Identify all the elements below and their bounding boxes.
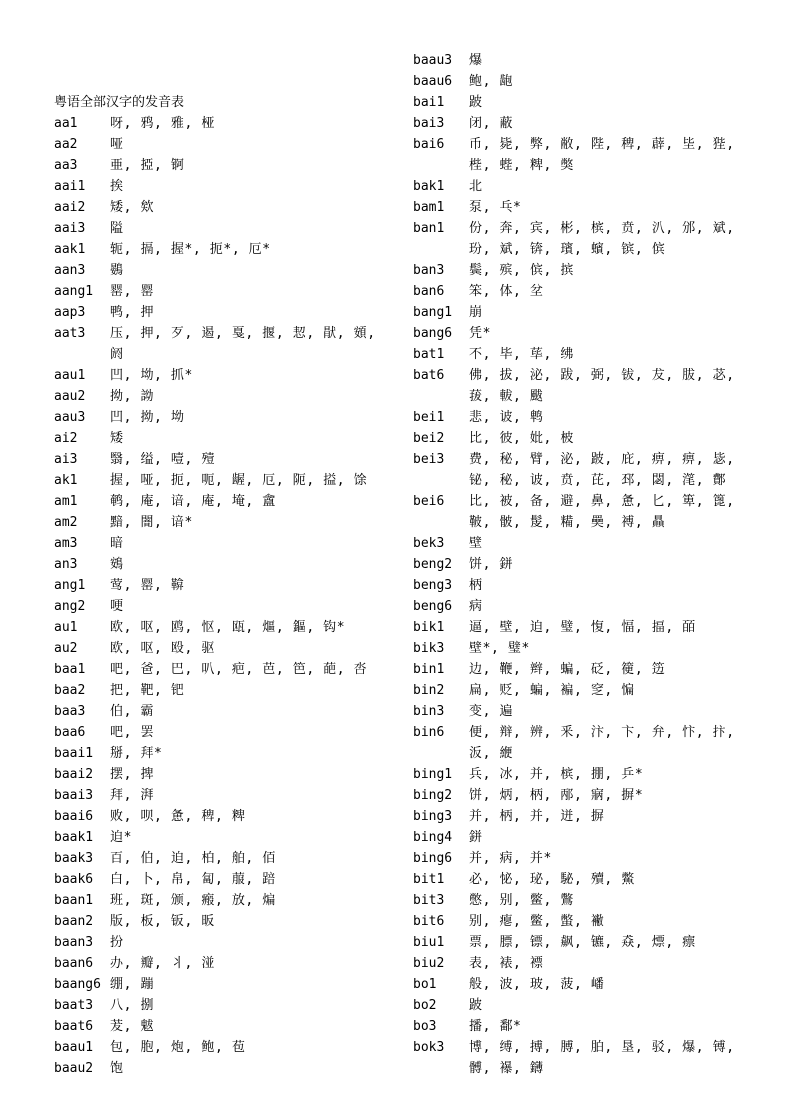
pronunciation-code: baai3 xyxy=(54,788,94,803)
pronunciation-code: aa1 xyxy=(54,116,78,131)
entry-row xyxy=(54,806,394,827)
character-list: 崩 xyxy=(469,305,483,320)
character-list: 八, 捌 xyxy=(110,998,155,1013)
character-list: 罂, 罂 xyxy=(110,284,155,299)
pronunciation-code: aa2 xyxy=(54,137,78,152)
pronunciation-code: baa1 xyxy=(54,662,86,677)
page-title: 粤语全部汉字的发音表 xyxy=(54,95,185,110)
entry-row xyxy=(413,575,753,596)
entry-row xyxy=(54,932,394,953)
pronunciation-code: baa2 xyxy=(54,683,86,698)
character-list: 握, 哑, 扼, 呃, 龌, 厄, 阨, 搤, 馀 xyxy=(110,473,368,488)
character-list: 逼, 壁, 迫, 璧, 愎, 愊, 揊, 皕 xyxy=(469,620,696,635)
character-list: 亜, 掗, 锕 xyxy=(110,158,185,173)
entry-row xyxy=(413,848,753,869)
entry-row xyxy=(54,785,394,806)
entry-row xyxy=(54,575,394,596)
pronunciation-code: am1 xyxy=(54,494,78,509)
pronunciation-code: ban6 xyxy=(413,284,445,299)
entry-row xyxy=(54,869,394,890)
entry-row xyxy=(413,533,753,554)
pronunciation-code: baai6 xyxy=(54,809,94,824)
pronunciation-code: am3 xyxy=(54,536,78,551)
character-list: 票, 膘, 镖, 飙, 镳, 猋, 熛, 瘭 xyxy=(469,935,696,950)
pronunciation-code: bik1 xyxy=(413,620,445,635)
pronunciation-code: bai6 xyxy=(413,137,445,152)
pronunciation-code: bin1 xyxy=(413,662,445,677)
pronunciation-code: ang1 xyxy=(54,578,86,593)
character-list: 币, 毙, 弊, 敝, 陛, 稗, 薜, 坒, 狴, 梐, 蜌, 粺, 獘 xyxy=(469,137,735,173)
character-list: 鸭, 押 xyxy=(110,305,155,320)
character-list: 白, 卜, 帛, 匐, 菔, 踣 xyxy=(110,872,276,887)
pronunciation-code: baai2 xyxy=(54,767,94,782)
character-list: 凹, 坳, 抓* xyxy=(110,368,193,383)
entry-row xyxy=(413,932,753,953)
entry-row xyxy=(54,827,394,848)
pronunciation-code: aai1 xyxy=(54,179,86,194)
entry-row xyxy=(413,701,753,722)
pronunciation-code: baai1 xyxy=(54,746,94,761)
pronunciation-code: bing4 xyxy=(413,830,453,845)
pronunciation-code: bat1 xyxy=(413,347,445,362)
pronunciation-code: bai3 xyxy=(413,116,445,131)
character-list: 饱 xyxy=(110,1061,124,1076)
character-list: 拗, 詏 xyxy=(110,389,155,404)
pronunciation-code: biu2 xyxy=(413,956,445,971)
character-list: 把, 靶, 钯 xyxy=(110,683,185,698)
character-list: 不, 毕, 荜, 绋 xyxy=(469,347,574,362)
pronunciation-code: aat3 xyxy=(54,326,86,341)
character-list: 博, 缚, 搏, 膊, 胉, 垦, 驳, 爆, 镈, 髆, 襮, 鑮 xyxy=(469,1040,735,1076)
pronunciation-code: bat6 xyxy=(413,368,445,383)
entry-row xyxy=(413,323,753,344)
character-list: 压, 押, 歹, 遏, 戛, 揠, 恝, 猒, 頞, 阏 xyxy=(110,326,376,362)
entry-row xyxy=(413,218,753,260)
character-list: 表, 裱, 褾 xyxy=(469,956,544,971)
entry-row xyxy=(54,428,394,449)
pronunciation-code: beng2 xyxy=(413,557,453,572)
entry-row xyxy=(413,953,753,974)
entry-row xyxy=(413,281,753,302)
pronunciation-code: beng3 xyxy=(413,578,453,593)
character-list: 迫* xyxy=(110,830,133,845)
character-list: 暗 xyxy=(110,536,124,551)
pronunciation-code: bei3 xyxy=(413,452,445,467)
character-list: 鴳 xyxy=(110,557,124,572)
entry-row xyxy=(54,533,394,554)
entry-row xyxy=(413,71,753,92)
character-list: 茇, 魃 xyxy=(110,1019,155,1034)
pronunciation-code: bok3 xyxy=(413,1040,445,1055)
character-list: 扁, 贬, 蝙, 褊, 窆, 惼 xyxy=(469,683,635,698)
entry-row xyxy=(54,281,394,302)
pronunciation-code: bing6 xyxy=(413,851,453,866)
entry-row xyxy=(54,995,394,1016)
pronunciation-code: aau2 xyxy=(54,389,86,404)
character-list: 吧, 罢 xyxy=(110,725,155,740)
entry-row xyxy=(54,911,394,932)
pronunciation-code: baan2 xyxy=(54,914,94,929)
pronunciation-code: aai2 xyxy=(54,200,86,215)
pronunciation-code: bit1 xyxy=(413,872,445,887)
entry-row xyxy=(54,113,394,134)
entry-row xyxy=(54,1037,394,1058)
pronunciation-code: bai1 xyxy=(413,95,445,110)
character-list: 鉼 xyxy=(469,830,483,845)
entry-row xyxy=(54,764,394,785)
character-list: 掰, 拜* xyxy=(110,746,163,761)
entry-row xyxy=(413,176,753,197)
character-list: 闭, 蔽 xyxy=(469,116,514,131)
character-list: 壁 xyxy=(469,536,483,551)
pronunciation-code: baau6 xyxy=(413,74,453,89)
entry-row xyxy=(413,869,753,890)
character-list: 版, 板, 钣, 昄 xyxy=(110,914,215,929)
entry-row xyxy=(413,617,753,638)
pronunciation-code: baak6 xyxy=(54,872,94,887)
pronunciation-code: baan3 xyxy=(54,935,94,950)
entry-row xyxy=(54,302,394,323)
pronunciation-code: bing3 xyxy=(413,809,453,824)
character-list: 泵, 乓* xyxy=(469,200,522,215)
entry-row xyxy=(413,995,753,1016)
entry-row xyxy=(54,554,394,575)
character-list: 柄 xyxy=(469,578,483,593)
pronunciation-code: ak1 xyxy=(54,473,78,488)
pronunciation-code: aa3 xyxy=(54,158,78,173)
entry-row xyxy=(54,1058,394,1079)
entry-row xyxy=(413,596,753,617)
character-list: 并, 病, 并* xyxy=(469,851,552,866)
pronunciation-code: bak1 xyxy=(413,179,445,194)
entry-row xyxy=(54,638,394,659)
character-list: 矮, 欸 xyxy=(110,200,155,215)
entry-row xyxy=(54,386,394,407)
pronunciation-code: bing1 xyxy=(413,767,453,782)
pronunciation-code: baak1 xyxy=(54,830,94,845)
character-list: 挨 xyxy=(110,179,124,194)
pronunciation-code: bang6 xyxy=(413,326,453,341)
character-list: 莺, 罂, 鞥 xyxy=(110,578,185,593)
pronunciation-code: bit3 xyxy=(413,893,445,908)
entry-row xyxy=(54,155,394,176)
pronunciation-code: baa3 xyxy=(54,704,86,719)
entry-row xyxy=(413,302,753,323)
pronunciation-code: bek3 xyxy=(413,536,445,551)
entry-row xyxy=(413,344,753,365)
pronunciation-code: ai3 xyxy=(54,452,78,467)
pronunciation-code: ang2 xyxy=(54,599,86,614)
entry-row xyxy=(54,974,394,995)
entry-row xyxy=(54,1016,394,1037)
entry-row xyxy=(413,785,753,806)
character-list: 别, 瘪, 鳖, 蟞, 襒 xyxy=(469,914,605,929)
pronunciation-code: au1 xyxy=(54,620,78,635)
pronunciation-code: baan6 xyxy=(54,956,94,971)
character-list: 佛, 拔, 泌, 跋, 弼, 钹, 犮, 胈, 苾, 菝, 軷, 颰 xyxy=(469,368,735,404)
entry-row xyxy=(413,827,753,848)
entry-row xyxy=(413,491,753,533)
entry-row xyxy=(413,1016,753,1037)
entry-row xyxy=(413,365,753,407)
character-list: 欧, 呕, 鸥, 怄, 瓯, 熰, 鏂, 钩* xyxy=(110,620,346,635)
character-list: 边, 鞭, 辫, 蝙, 砭, 箯, 笾 xyxy=(469,662,666,677)
entry-row xyxy=(54,197,394,218)
pronunciation-code: baa6 xyxy=(54,725,86,740)
pronunciation-code: baau2 xyxy=(54,1061,94,1076)
character-list: 费, 秘, 臂, 泌, 跛, 庇, 痹, 痹, 毖, 铋, 秘, 诐, 贲, 芘, 邳, 閟, 滗, 鄪 xyxy=(469,452,735,488)
character-list: 兵, 冰, 并, 槟, 掤, 乒* xyxy=(469,767,644,782)
character-list: 败, 呗, 惫, 稗, 粺 xyxy=(110,809,246,824)
pronunciation-code: bin3 xyxy=(413,704,445,719)
character-list: 班, 斑, 颁, 瘢, 放, 煸 xyxy=(110,893,276,908)
character-list: 黯, 闇, 谙* xyxy=(110,515,193,530)
entry-row xyxy=(413,449,753,491)
entry-row xyxy=(54,239,394,260)
entry-row xyxy=(54,176,394,197)
entry-row xyxy=(413,134,753,176)
character-list: 爆 xyxy=(469,53,483,68)
entry-row xyxy=(413,806,753,827)
pronunciation-code: bang1 xyxy=(413,305,453,320)
entry-row xyxy=(413,638,753,659)
entry-row xyxy=(413,407,753,428)
left-column xyxy=(54,0,394,1079)
character-list: 凭* xyxy=(469,326,492,341)
entry-row xyxy=(413,890,753,911)
character-list: 哽 xyxy=(110,599,124,614)
entry-row xyxy=(413,260,753,281)
character-list: 凹, 拗, 坳 xyxy=(110,410,185,425)
character-list: 伯, 霸 xyxy=(110,704,155,719)
entry-row xyxy=(54,407,394,428)
pronunciation-code: ai2 xyxy=(54,431,78,446)
entry-row xyxy=(413,197,753,218)
entry-row xyxy=(413,974,753,995)
pronunciation-code: baat3 xyxy=(54,998,94,1013)
pronunciation-code: beng6 xyxy=(413,599,453,614)
character-list: 隘 xyxy=(110,221,124,236)
character-list: 笨, 体, 坌 xyxy=(469,284,544,299)
pronunciation-code: bit6 xyxy=(413,914,445,929)
pronunciation-code: ban3 xyxy=(413,263,445,278)
entry-row xyxy=(54,470,394,491)
entry-row xyxy=(413,113,753,134)
entry-row xyxy=(413,50,753,71)
character-list: 矮 xyxy=(110,431,124,446)
pronunciation-code: aau1 xyxy=(54,368,86,383)
pronunciation-code: bei2 xyxy=(413,431,445,446)
pronunciation-code: baat6 xyxy=(54,1019,94,1034)
character-list: 变, 遍 xyxy=(469,704,514,719)
entry-row xyxy=(54,491,394,512)
character-list: 便, 辩, 辨, 釆, 汴, 卞, 弁, 忭, 抃, 汳, 緶 xyxy=(469,725,735,761)
entry-row xyxy=(54,953,394,974)
pronunciation-code: au2 xyxy=(54,641,78,656)
pronunciation-code: aap3 xyxy=(54,305,86,320)
character-list: 欧, 呕, 殴, 驱 xyxy=(110,641,215,656)
right-column xyxy=(413,0,753,1079)
pronunciation-code: bo2 xyxy=(413,998,437,1013)
character-list: 并, 柄, 并, 迸, 摒 xyxy=(469,809,605,824)
pronunciation-code: bin2 xyxy=(413,683,445,698)
entry-row xyxy=(54,848,394,869)
character-list: 跛 xyxy=(469,95,483,110)
character-list: 比, 被, 备, 避, 鼻, 惫, 匕, 箄, 篦, 鞁, 骳, 髲, 糒, 奰, 禣, 贔 xyxy=(469,494,735,530)
character-list: 摆, 捭 xyxy=(110,767,155,782)
character-list: 饼, 鉼 xyxy=(469,557,514,572)
pronunciation-code: baan1 xyxy=(54,893,94,908)
character-list: 北 xyxy=(469,179,483,194)
entry-row xyxy=(54,722,394,743)
character-list: 呀, 鸦, 雅, 桠 xyxy=(110,116,215,131)
character-list: 份, 奔, 宾, 彬, 槟, 贲, 汃, 邠, 斌, 玢, 斌, 锛, 璸, 蠙, 镔, 傧 xyxy=(469,221,735,257)
entry-row xyxy=(413,764,753,785)
character-list: 鹌, 庵, 谙, 庵, 埯, 盦 xyxy=(110,494,276,509)
character-list: 包, 胞, 炮, 鲍, 苞 xyxy=(110,1040,246,1055)
character-list: 比, 彼, 妣, 柀 xyxy=(469,431,574,446)
pronunciation-code: baak3 xyxy=(54,851,94,866)
character-list: 必, 怭, 珌, 駜, 殰, 鱉 xyxy=(469,872,635,887)
pronunciation-code: aak1 xyxy=(54,242,86,257)
pronunciation-code: bei1 xyxy=(413,410,445,425)
character-list: 办, 瓣, 丬, 湴 xyxy=(110,956,215,971)
character-list: 百, 伯, 迫, 柏, 舶, 佰 xyxy=(110,851,276,866)
pronunciation-code: am2 xyxy=(54,515,78,530)
character-list: 鷃 xyxy=(110,263,124,278)
character-list: 憋, 别, 鳖, 鷩 xyxy=(469,893,574,908)
pronunciation-code: aang1 xyxy=(54,284,94,299)
pronunciation-code: aau3 xyxy=(54,410,86,425)
entry-row xyxy=(413,554,753,575)
pronunciation-code: bing2 xyxy=(413,788,453,803)
entry-row xyxy=(413,1037,753,1079)
entry-row xyxy=(413,659,753,680)
pronunciation-code: baang6 xyxy=(54,977,101,992)
character-list: 鲍, 龅 xyxy=(469,74,514,89)
entry-row xyxy=(413,722,753,764)
pronunciation-code: bo3 xyxy=(413,1019,437,1034)
pronunciation-code: bo1 xyxy=(413,977,437,992)
entry-row xyxy=(54,365,394,386)
character-list: 鬓, 殡, 傧, 摈 xyxy=(469,263,574,278)
character-list: 播, 鄱* xyxy=(469,1019,522,1034)
character-list: 饼, 炳, 柄, 邴, 寎, 摒* xyxy=(469,788,644,803)
entry-row xyxy=(413,680,753,701)
entry-row xyxy=(54,260,394,281)
entry-row xyxy=(54,680,394,701)
character-list: 哑 xyxy=(110,137,124,152)
entry-row xyxy=(54,323,394,365)
pronunciation-code: baau1 xyxy=(54,1040,94,1055)
pronunciation-code: aan3 xyxy=(54,263,86,278)
character-list: 翳, 缢, 噎, 殪 xyxy=(110,452,215,467)
character-list: 拜, 湃 xyxy=(110,788,155,803)
character-list: 跛 xyxy=(469,998,483,1013)
character-list: 病 xyxy=(469,599,483,614)
character-list: 绷, 蹦 xyxy=(110,977,155,992)
pronunciation-code: bin6 xyxy=(413,725,445,740)
pronunciation-code: ban1 xyxy=(413,221,445,236)
entry-row xyxy=(54,134,394,155)
pronunciation-code: biu1 xyxy=(413,935,445,950)
character-list: 扮 xyxy=(110,935,124,950)
character-list: 般, 波, 玻, 菠, 嶓 xyxy=(469,977,605,992)
entry-row xyxy=(54,617,394,638)
character-list: 壁*, 璧* xyxy=(469,641,530,656)
entry-row xyxy=(54,512,394,533)
entry-row xyxy=(413,92,753,113)
entry-row xyxy=(413,428,753,449)
character-list: 轭, 搹, 握*, 扼*, 厄* xyxy=(110,242,271,257)
entry-row xyxy=(54,449,394,470)
pronunciation-code: bam1 xyxy=(413,200,445,215)
pronunciation-code: bei6 xyxy=(413,494,445,509)
character-list: 悲, 诐, 鹎 xyxy=(469,410,544,425)
entry-row xyxy=(54,596,394,617)
character-list: 吧, 爸, 巴, 叭, 疤, 芭, 笆, 葩, 呇 xyxy=(110,662,368,677)
entry-row xyxy=(54,743,394,764)
entry-row xyxy=(54,218,394,239)
entry-row xyxy=(413,911,753,932)
pronunciation-code: bik3 xyxy=(413,641,445,656)
pronunciation-code: an3 xyxy=(54,557,78,572)
entry-row xyxy=(54,659,394,680)
entry-row xyxy=(54,890,394,911)
pronunciation-code: baau3 xyxy=(413,53,453,68)
entry-row xyxy=(54,701,394,722)
pronunciation-code: aai3 xyxy=(54,221,86,236)
